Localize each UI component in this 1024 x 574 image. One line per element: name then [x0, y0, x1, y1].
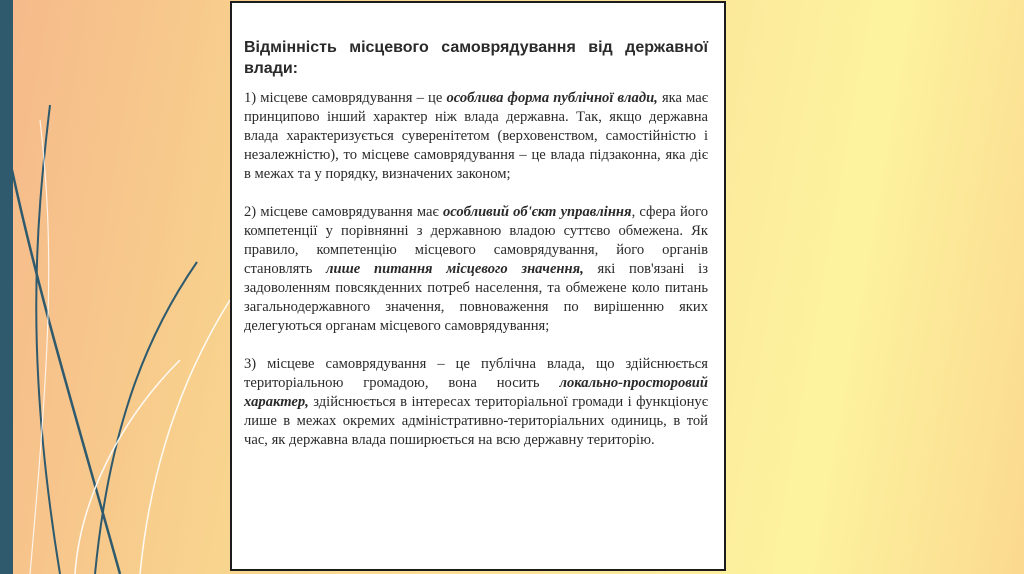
paragraph-2-emphasis-2: лише питання місцевого значення,	[326, 261, 584, 277]
document-page	[230, 1, 726, 571]
paragraph-1-text-start: 1) місцеве самоврядування – це	[244, 90, 447, 106]
document-title: Відмінність місцевого самоврядування від державної влади:	[244, 39, 708, 77]
paragraph-3-text-start: 3) місцеве самоврядування – це публічна влада, що здійснюється територіальною громадою, вона носить	[244, 356, 708, 391]
paragraph-2-emphasis: особливий об'єкт управління	[442, 204, 632, 220]
paragraph-1-text-end: яка має принципово інший характер ніж влада державна. Так, якщо державна влада характеризується суверенітетом (верховенством, самостійністю і незалежністю), то місцеве самоврядування – це влада підзаконна, яка діє в межах та у порядку, визначених законом;	[244, 90, 709, 182]
paragraph-2-text-start: 2) місцеве самоврядування має	[244, 204, 443, 220]
paragraph-3-emphasis: локально-просторовий характер,	[244, 375, 708, 410]
paragraph-3-text-end: здійснюється в інтересах територіальної громади і функціонує лише в межах окремих адміністративно-територіальних одиниць, в той час, як державна влада поширюється на всю державну територію.	[244, 394, 708, 448]
paragraph-3	[244, 355, 708, 450]
paragraph-2-text-end: які пов'язані із задоволенням повсякденних потреб населення, та обмежене коло питань загальнодержавного значення, повноваження по вирішенню яких делегуються органам місцевого самоврядування;	[244, 261, 708, 334]
paragraph-2-text-middle: , сфера його компетенції у порівнянні з державною владою суттєво обмежена. Як правило, компетенцію місцевого самоврядування, його органів становлять	[244, 204, 708, 277]
paragraph-1-emphasis: особлива форма публічної влади,	[446, 90, 658, 106]
decorative-swirl-lines	[0, 0, 260, 574]
paragraph-1	[244, 89, 708, 184]
paragraph-2	[244, 203, 708, 336]
left-accent-bar	[0, 0, 13, 574]
